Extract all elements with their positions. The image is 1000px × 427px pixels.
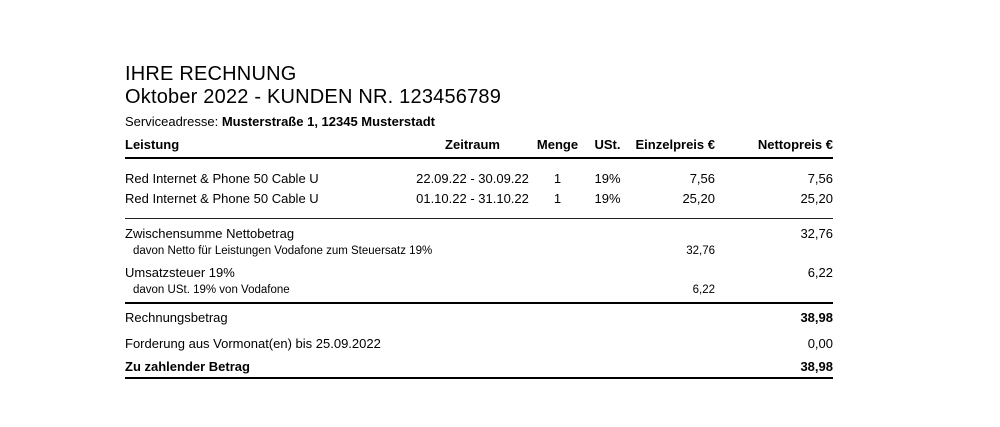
cell-ust: 19% (594, 171, 621, 186)
amount-due-label: Zu zahlender Betrag (125, 359, 250, 374)
service-address-value: Musterstraße 1, 12345 Musterstadt (221, 114, 435, 129)
vat-einzelpreis-cell (635, 265, 715, 281)
cell-zeitraum: 22.09.22 - 30.09.22 (416, 171, 529, 186)
cell-menge: 1 (553, 171, 562, 186)
cell-zeitraum: 01.10.22 - 31.10.22 (416, 191, 529, 206)
subtotal-einzelpreis-cell (635, 226, 715, 242)
cell-leistung: Red Internet & Phone 50 Cable U (125, 191, 319, 206)
vat-label: Umsatzsteuer 19% (125, 265, 235, 280)
vat-detail-value: 6,22 (692, 284, 715, 296)
cell-nettopreis: 7,56 (807, 171, 833, 186)
vat-value: 6,22 (807, 265, 833, 280)
service-address-line (125, 115, 833, 128)
rule-above-subtotal (125, 218, 833, 219)
invoice-title: IHRE RECHNUNG (125, 63, 297, 85)
column-header-nettopreis: Nettopreis € (757, 137, 833, 152)
previous-month-claim-row (125, 336, 833, 352)
cell-einzelpreis: 7,56 (689, 171, 715, 186)
rule-bottom (125, 377, 833, 379)
rule-above-invoice-amount (125, 302, 833, 304)
table-header-row (125, 138, 833, 159)
subtotal-net-value: 32,76 (800, 226, 833, 241)
invoice-amount-value: 38,98 (800, 310, 833, 325)
cell-menge: 1 (553, 191, 562, 206)
column-header-menge: Menge (536, 137, 579, 152)
invoice-document (125, 63, 833, 379)
vat-detail-netto-cell (715, 283, 833, 297)
column-header-ust: USt. (594, 137, 621, 152)
subtotal-net-label: Zwischensumme Nettobetrag (125, 226, 295, 241)
previous-month-claim-label: Forderung aus Vormonat(en) bis 25.09.2022 (125, 336, 381, 351)
cell-nettopreis: 25,20 (800, 191, 833, 206)
cell-einzelpreis: 25,20 (682, 191, 715, 206)
subtotal-net-detail-value: 32,76 (686, 245, 715, 257)
cell-leistung: Red Internet & Phone 50 Cable U (125, 171, 319, 186)
invoice-period-customer-number: Oktober 2022 - KUNDEN NR. 123456789 (125, 86, 502, 108)
table-row (125, 171, 833, 187)
column-header-zeitraum: Zeitraum (445, 137, 500, 152)
service-address-label: Serviceadresse: (125, 114, 219, 129)
previous-month-claim-value: 0,00 (807, 336, 833, 351)
amount-due-row (125, 359, 833, 375)
column-header-einzelpreis: Einzelpreis € (635, 137, 715, 152)
invoice-amount-label: Rechnungsbetrag (125, 310, 228, 325)
subtotal-net-detail-row (125, 244, 833, 258)
vat-detail-label: davon USt. 19% von Vodafone (133, 284, 290, 296)
vat-row (125, 265, 833, 281)
subtotal-net-detail-netto-cell (715, 244, 833, 258)
subtotal-net-detail-label: davon Netto für Leistungen Vodafone zum Steuersatz 19% (133, 245, 433, 257)
table-row (125, 191, 833, 207)
column-header-leistung: Leistung (125, 137, 180, 152)
cell-ust: 19% (594, 191, 621, 206)
amount-due-value: 38,98 (800, 359, 833, 374)
subtotal-net-row (125, 226, 833, 242)
invoice-amount-row (125, 310, 833, 326)
vat-detail-row (125, 283, 833, 297)
